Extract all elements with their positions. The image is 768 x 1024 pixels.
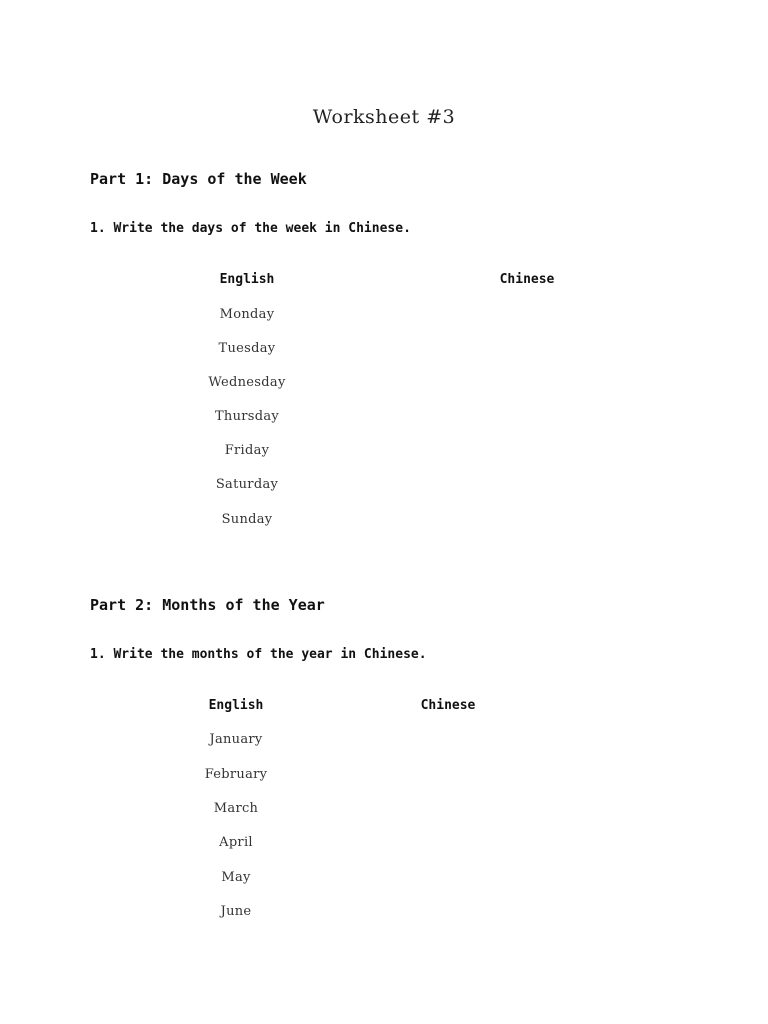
part2-heading: Part 2: Months of the Year (90, 596, 325, 614)
part1-question: 1. Write the days of the week in Chinese. (90, 221, 411, 236)
part1-english-header: English (219, 272, 275, 287)
day-cell: Monday (219, 307, 275, 322)
part2-chinese-header: Chinese (420, 698, 476, 713)
day-cell: Friday (224, 443, 270, 458)
day-cell: Sunday (221, 512, 273, 527)
part2-question: 1. Write the months of the year in Chinese. (90, 647, 427, 662)
month-cell: January (209, 732, 263, 747)
day-cell: Saturday (215, 477, 279, 492)
month-cell: May (221, 870, 251, 885)
month-cell: April (219, 835, 253, 850)
month-cell: February (204, 767, 268, 782)
day-cell: Tuesday (218, 341, 276, 356)
part2-english-header: English (208, 698, 264, 713)
month-cell: March (213, 801, 259, 816)
part1-chinese-header: Chinese (499, 272, 555, 287)
part1-heading: Part 1: Days of the Week (90, 170, 307, 188)
day-cell: Wednesday (208, 375, 286, 390)
page-title: Worksheet #3 (312, 106, 456, 128)
day-cell: Thursday (214, 409, 280, 424)
month-cell: June (220, 904, 252, 919)
